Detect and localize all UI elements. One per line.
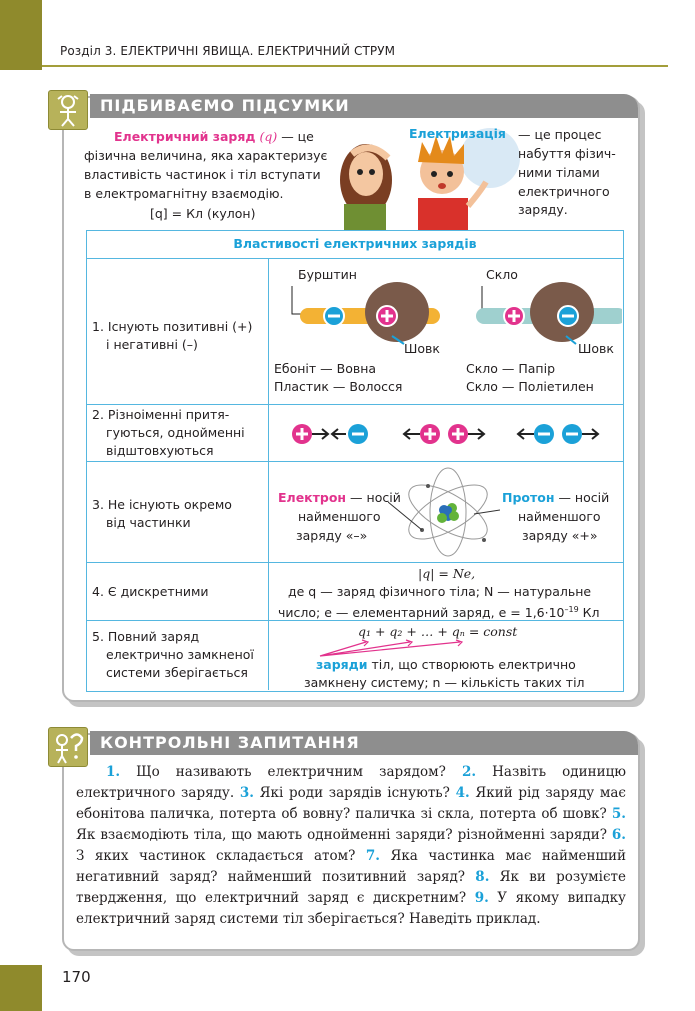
proton-rest: — носій bbox=[554, 490, 610, 505]
electron-line-3: заряду «–» bbox=[296, 528, 368, 543]
conservation-formula: q₁ + q₂ + … + qₙ = const bbox=[358, 624, 518, 639]
question-text: Як взаємодіють тіла, що мають однойменні заряди? різнойменні заряди? bbox=[76, 827, 612, 843]
side-tab-bottom bbox=[0, 965, 42, 1011]
table-divider bbox=[86, 461, 624, 462]
row-5-line-1: 5. Повний заряд bbox=[92, 629, 200, 644]
charge-interaction-diagram bbox=[288, 420, 608, 448]
silk-label-right: Шовк bbox=[578, 341, 614, 356]
glass-label: Скло bbox=[486, 267, 518, 282]
question-text: Як ви розумієте твердження, що електричний заряд є дискретним? bbox=[76, 869, 626, 906]
electron-rest: — носій bbox=[346, 490, 401, 505]
conservation-line-1-rest: тіл, що створюють електричнo bbox=[367, 657, 576, 672]
right-pair-2: Скло — Поліетилен bbox=[466, 379, 594, 394]
table-row-3-label bbox=[92, 496, 232, 532]
electrization-line-2: набуття фізич- bbox=[518, 146, 616, 161]
left-pair-1: Ебоніт — Вовна bbox=[274, 361, 377, 376]
row-3-line-1: 3. Не існують окремо bbox=[92, 497, 232, 512]
table-column-divider bbox=[268, 258, 269, 690]
question-number: 5. bbox=[611, 806, 626, 822]
left-pair-2: Пластик — Волосся bbox=[274, 379, 403, 394]
row-1-line-1: 1. Існують позитивні (+) bbox=[92, 319, 253, 334]
electrization-line-5: заряду. bbox=[518, 202, 568, 217]
charges-term: заряди bbox=[316, 657, 368, 672]
row-5-line-2: електрично замкненої bbox=[106, 647, 254, 662]
electron-term: Електрон bbox=[278, 490, 347, 505]
question-text: Який рід заряду має ебонітова паличка, потерта об вовну? паличка зі скла, потерта об шовк? bbox=[76, 785, 626, 822]
table-row-2-label bbox=[92, 406, 245, 460]
silk-label-left: Шовк bbox=[404, 341, 440, 356]
electrization-term: Електризація bbox=[409, 126, 506, 141]
electron-line-1 bbox=[278, 488, 401, 507]
question-text: У якому випадку електричний заряд системи тіл зберігається? Наведіть приклад. bbox=[76, 890, 626, 927]
electrization-line-1: — це процес bbox=[518, 127, 602, 142]
table-row-1-label bbox=[92, 318, 252, 354]
table-divider bbox=[86, 258, 624, 259]
question-number: 6. bbox=[611, 827, 626, 843]
question-number: 3. bbox=[239, 785, 254, 801]
row-2-line-3: відштовхуються bbox=[106, 443, 214, 458]
charge-line-2: властивість частинок і тіл вступати bbox=[84, 167, 321, 182]
amber-label: Бурштин bbox=[298, 267, 357, 282]
row-5-line-3: системи зберігається bbox=[106, 665, 248, 680]
table-row-4-label: 4. Є дискретними bbox=[92, 584, 209, 599]
discreteness-line-2 bbox=[278, 600, 600, 622]
row-1-line-2: і негативні (–) bbox=[106, 337, 198, 352]
conservation-line-2: замкнену систему; n — кількість таких тіл bbox=[304, 675, 585, 690]
page-number: 170 bbox=[62, 968, 91, 986]
question-badge-icon bbox=[48, 727, 88, 767]
chapter-title: Розділ 3. ЕЛЕКТРИЧНІ ЯВИЩА. ЕЛЕКТРИЧНИЙ СТРУМ bbox=[60, 44, 396, 58]
charge-term: Електричний заряд bbox=[114, 129, 256, 144]
discreteness-formula: |q| = Ne, bbox=[418, 566, 476, 581]
questions-text bbox=[76, 762, 626, 930]
header-rule bbox=[42, 65, 668, 67]
charge-definition-head bbox=[114, 127, 314, 146]
charge-line-3: в електромагнітну взаємодію. bbox=[84, 186, 284, 201]
properties-table-title: Властивості електричних зарядів bbox=[233, 236, 477, 251]
summary-heading: ПІДБИВАЄМО ПІДСУМКИ bbox=[90, 94, 638, 118]
question-text: З яких частинок складається атом? bbox=[76, 848, 366, 864]
discreteness-line-2-text: число; e — елементарний заряд, e = 1,6·10 bbox=[278, 605, 565, 621]
question-number: 7. bbox=[365, 848, 380, 864]
table-divider bbox=[86, 404, 624, 405]
right-pair-1: Скло — Папір bbox=[466, 361, 556, 376]
question-number: 2. bbox=[461, 764, 477, 780]
charge-symbol: (q) bbox=[259, 129, 278, 144]
charge-unit: [q] = Кл (кулон) bbox=[150, 206, 256, 221]
electrization-line-3: ними тілами bbox=[518, 165, 600, 180]
table-divider bbox=[86, 562, 624, 563]
row-2-line-2: гуються, однойменні bbox=[106, 425, 245, 440]
question-number: 1. bbox=[106, 764, 121, 780]
discreteness-exponent: –19 bbox=[564, 605, 579, 614]
row-3-line-2: від частинки bbox=[106, 515, 191, 530]
electron-line-2: найменшого bbox=[298, 509, 381, 524]
charge-line-1: фізична величина, яка характеризує bbox=[84, 148, 328, 163]
electrization-line-4: електричного bbox=[518, 184, 610, 199]
table-row-5-label bbox=[92, 628, 254, 682]
question-text: Що називають електричним зарядом? bbox=[120, 764, 462, 780]
question-text: Яка частинка має найменший негативний заряд? найменший позитивний заряд? bbox=[76, 848, 626, 885]
question-number: 9. bbox=[474, 890, 489, 906]
question-text: Назвіть одиницю електричного заряду. bbox=[76, 764, 627, 801]
proton-line-1 bbox=[502, 488, 609, 507]
summary-badge-icon bbox=[48, 90, 88, 130]
question-number: 8. bbox=[475, 869, 490, 885]
charge-dash: — це bbox=[277, 129, 314, 144]
questions-heading: КОНТРОЛЬНІ ЗАПИТАННЯ bbox=[90, 731, 638, 755]
discreteness-unit: Кл bbox=[578, 605, 600, 621]
proton-line-3: заряду «+» bbox=[522, 528, 598, 543]
question-number: 4. bbox=[455, 785, 470, 801]
proton-term: Протон bbox=[502, 490, 555, 505]
row-2-line-1: 2. Різноіменні притя- bbox=[92, 407, 230, 422]
discreteness-line-1: де q — заряд фізичного тіла; N — натуральне bbox=[288, 584, 592, 599]
side-tab-top bbox=[0, 0, 42, 70]
question-text: Які роди зарядів існують? bbox=[253, 785, 456, 801]
proton-line-2: найменшого bbox=[518, 509, 601, 524]
conservation-line-1 bbox=[316, 655, 576, 674]
atom-diagram bbox=[388, 466, 500, 558]
